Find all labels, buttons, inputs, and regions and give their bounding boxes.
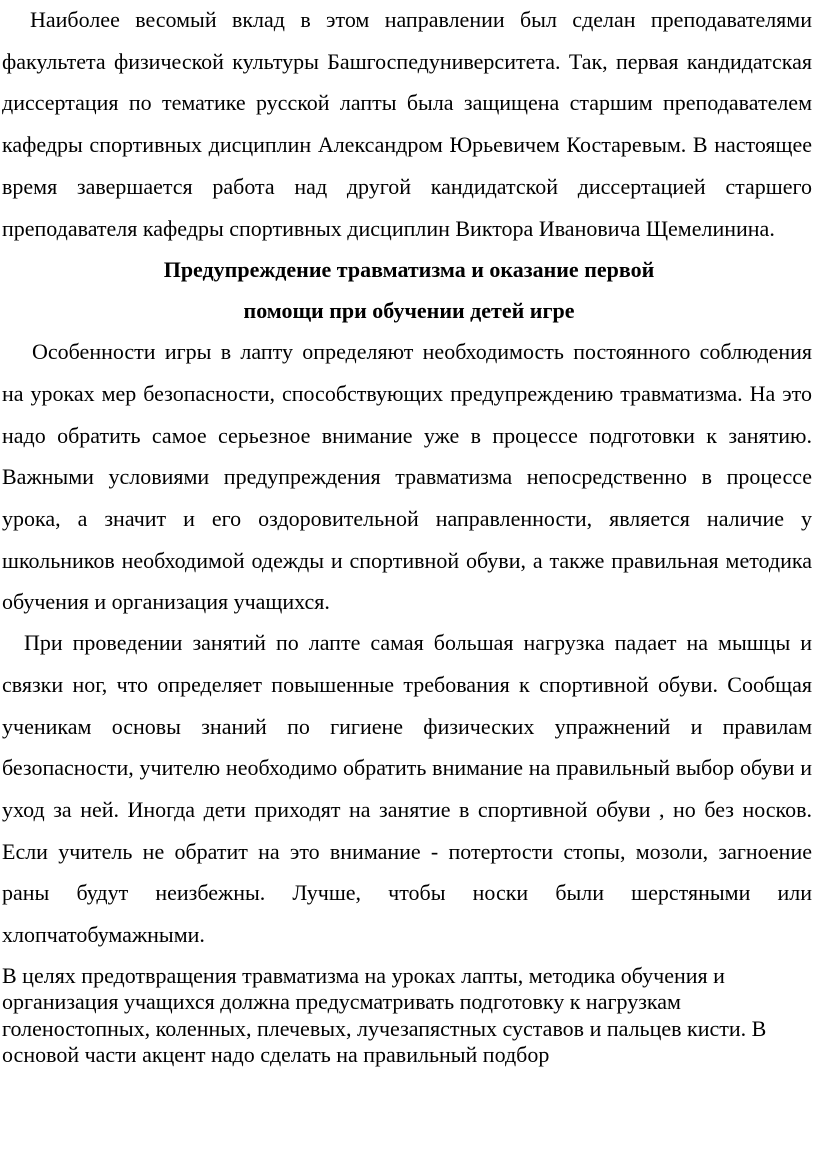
- paragraph-safety-features: Особенности игры в лапту определяют необходимость постоянного соблюдения на уроках мер безопасности, способствующих предупреждению травматизма. На это надо обратить самое серьезное внимание уже в процессе подготовки к занятию. Важными условиями предупреждения травматизма непосредственно в процессе урока, а значит и его оздоровительной направленности, является наличие у школьников необходимой одежды и спортивной обуви, а также правильная методика обучения и организация учащихся.: [2, 339, 812, 615]
- paragraph-footwear: При проведении занятий по лапте самая большая нагрузка падает на мышцы и связки ног, что определяет повышенные требования к спортивной обуви. Сообщая ученикам основы знаний по гигиене физических упражнений и правилам безопасности, учителю необходимо обратить внимание на правильный выбор обуви и уход за ней. Иногда дети приходят на занятие в спортивной обуви , но без носков. Если учитель не обратит на это внимание - потертости стопы, мозоли, загноение раны будут неизбежны. Лучше, чтобы носки были шерстяными или хлопчатобумажными.: [2, 630, 812, 948]
- section-heading-line-1: Предупреждение травматизма и оказание первой: [163, 257, 655, 283]
- paragraph-dissertations: Наиболее весомый вклад в этом направлении был сделан преподавателями факультета физической культуры Башгоспедуниверситета. Так, первая кандидатская диссертация по тематике русской лапты была защищена старшим преподавателем кафедры спортивных дисциплин Александром Юрьевичем Костаревым. В настоящее время завершается работа над другой кандидатской диссертацией старшего преподавателя кафедры спортивных дисциплин Виктора Ивановича Щемелинина.: [2, 7, 812, 241]
- paragraph-injury-prevention: В целях предотвращения травматизма на уроках лапты, методика обучения и организация учащихся должна предусматривать подготовку к нагрузкам голеностопных, коленных, плечевых, лучезапястных суставов и пальцев кисти. В основой части акцент надо сделать на правильный подбор: [2, 962, 767, 1067]
- section-heading-line-2: помощи при обучении детей игре: [243, 298, 575, 324]
